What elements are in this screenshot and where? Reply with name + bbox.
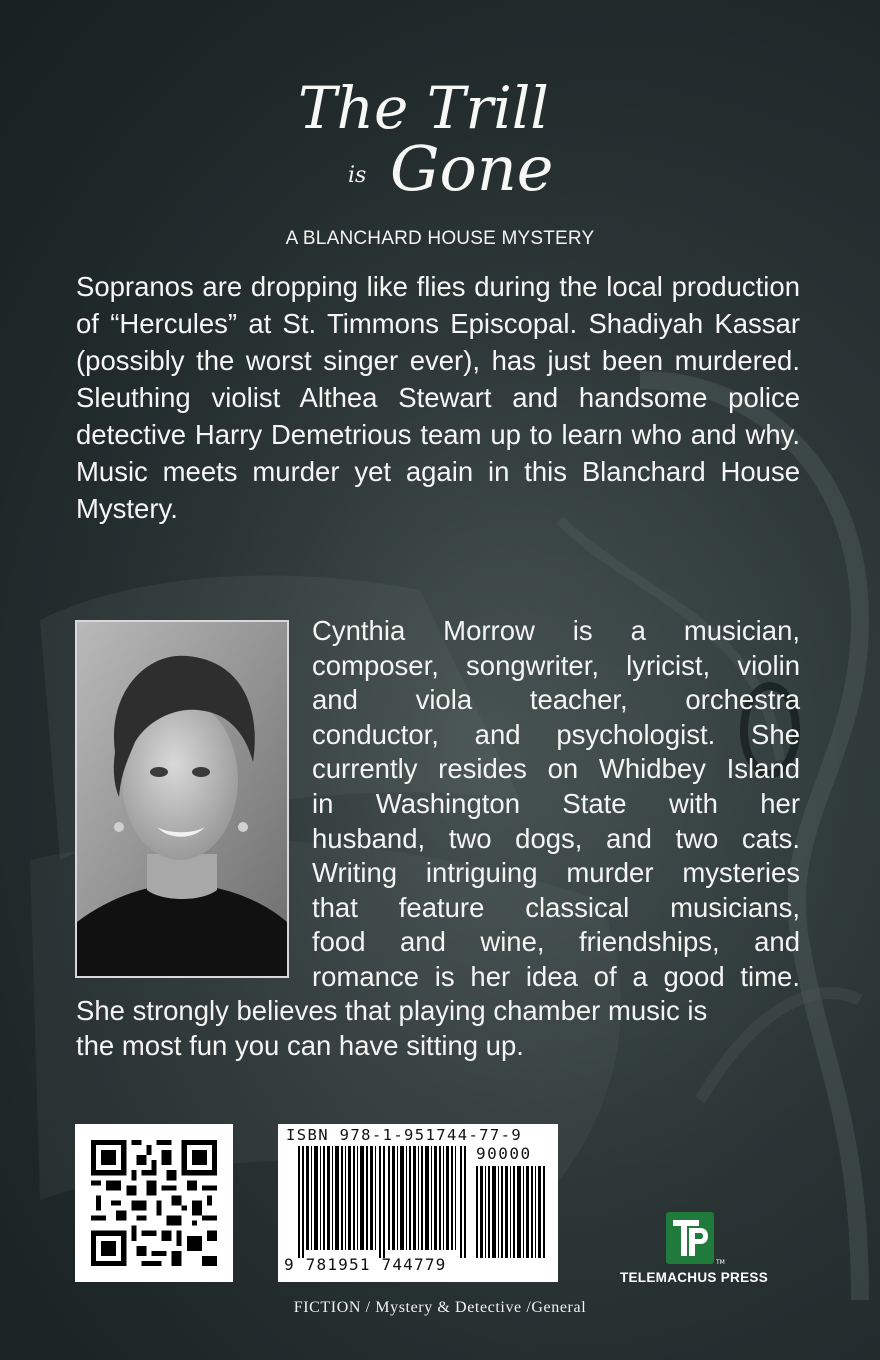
ean-digits: 9 781951 744779	[284, 1255, 447, 1274]
bio-line: in Washington State with her	[312, 787, 800, 819]
qr-code	[75, 1124, 233, 1282]
author-bio-beside-photo	[312, 614, 800, 995]
publisher-name: TELEMACHUS PRESS	[619, 1270, 769, 1285]
title-is: is	[348, 163, 367, 188]
bisac-category: FICTION / Mystery & Detective /General	[293, 1299, 587, 1316]
publisher-block	[584, 1210, 804, 1285]
author-bio-full-width	[76, 994, 800, 1063]
trademark-mark: TM	[716, 1259, 725, 1266]
bio-line: and viola teacher, orchestra	[312, 684, 800, 716]
title-script-art	[290, 70, 590, 220]
title-line-2: Gone	[390, 132, 554, 205]
price-code: 90000	[476, 1144, 532, 1163]
bio-line: romance is her idea of a good time.	[312, 960, 800, 992]
bio-line: conductor, and psychologist. She	[312, 718, 800, 750]
author-photo	[75, 620, 289, 978]
bio-line: husband, two dogs, and two cats.	[312, 822, 800, 854]
addon-barcode-bars	[476, 1166, 550, 1258]
series-name: A BLANCHARD HOUSE MYSTERY	[285, 228, 595, 249]
book-blurb: Sopranos are dropping like flies during the local production of “Hercules” at St. Timmons Episcopal. Shadiyah Kassar (possibly the worst singer ever), has just been murdered. Sleuthing violist Althea Stewart and handsome police detective Harry Demetrious team up to learn who and why. Music meets murder yet again in this Blanchard House Mystery.	[76, 271, 800, 524]
isbn-barcode	[278, 1124, 558, 1282]
bio-line: composer, songwriter, lyricist, violin	[312, 649, 800, 681]
qr-code-icon	[91, 1140, 217, 1266]
bio-line: currently resides on Whidbey Island	[312, 753, 800, 785]
author-portrait-icon	[77, 622, 287, 976]
title-line-1: The Trill	[298, 74, 549, 142]
isbn-label: ISBN 978-1-951744-77-9	[286, 1126, 523, 1144]
tp-logo-icon	[662, 1210, 726, 1266]
bio-line: Cynthia Morrow is a musician,	[312, 615, 800, 646]
bio-line: She strongly believes that playing chamber music is	[76, 995, 708, 1026]
bio-line: Writing intriguing murder mysteries	[312, 857, 800, 889]
ean-barcode-bars	[298, 1146, 470, 1258]
bio-line: food and wine, friendships, and	[312, 926, 800, 958]
bio-line: that feature classical musicians,	[312, 891, 800, 923]
bio-line: the most fun you can have sitting up.	[76, 1029, 524, 1061]
book-title	[0, 70, 880, 220]
